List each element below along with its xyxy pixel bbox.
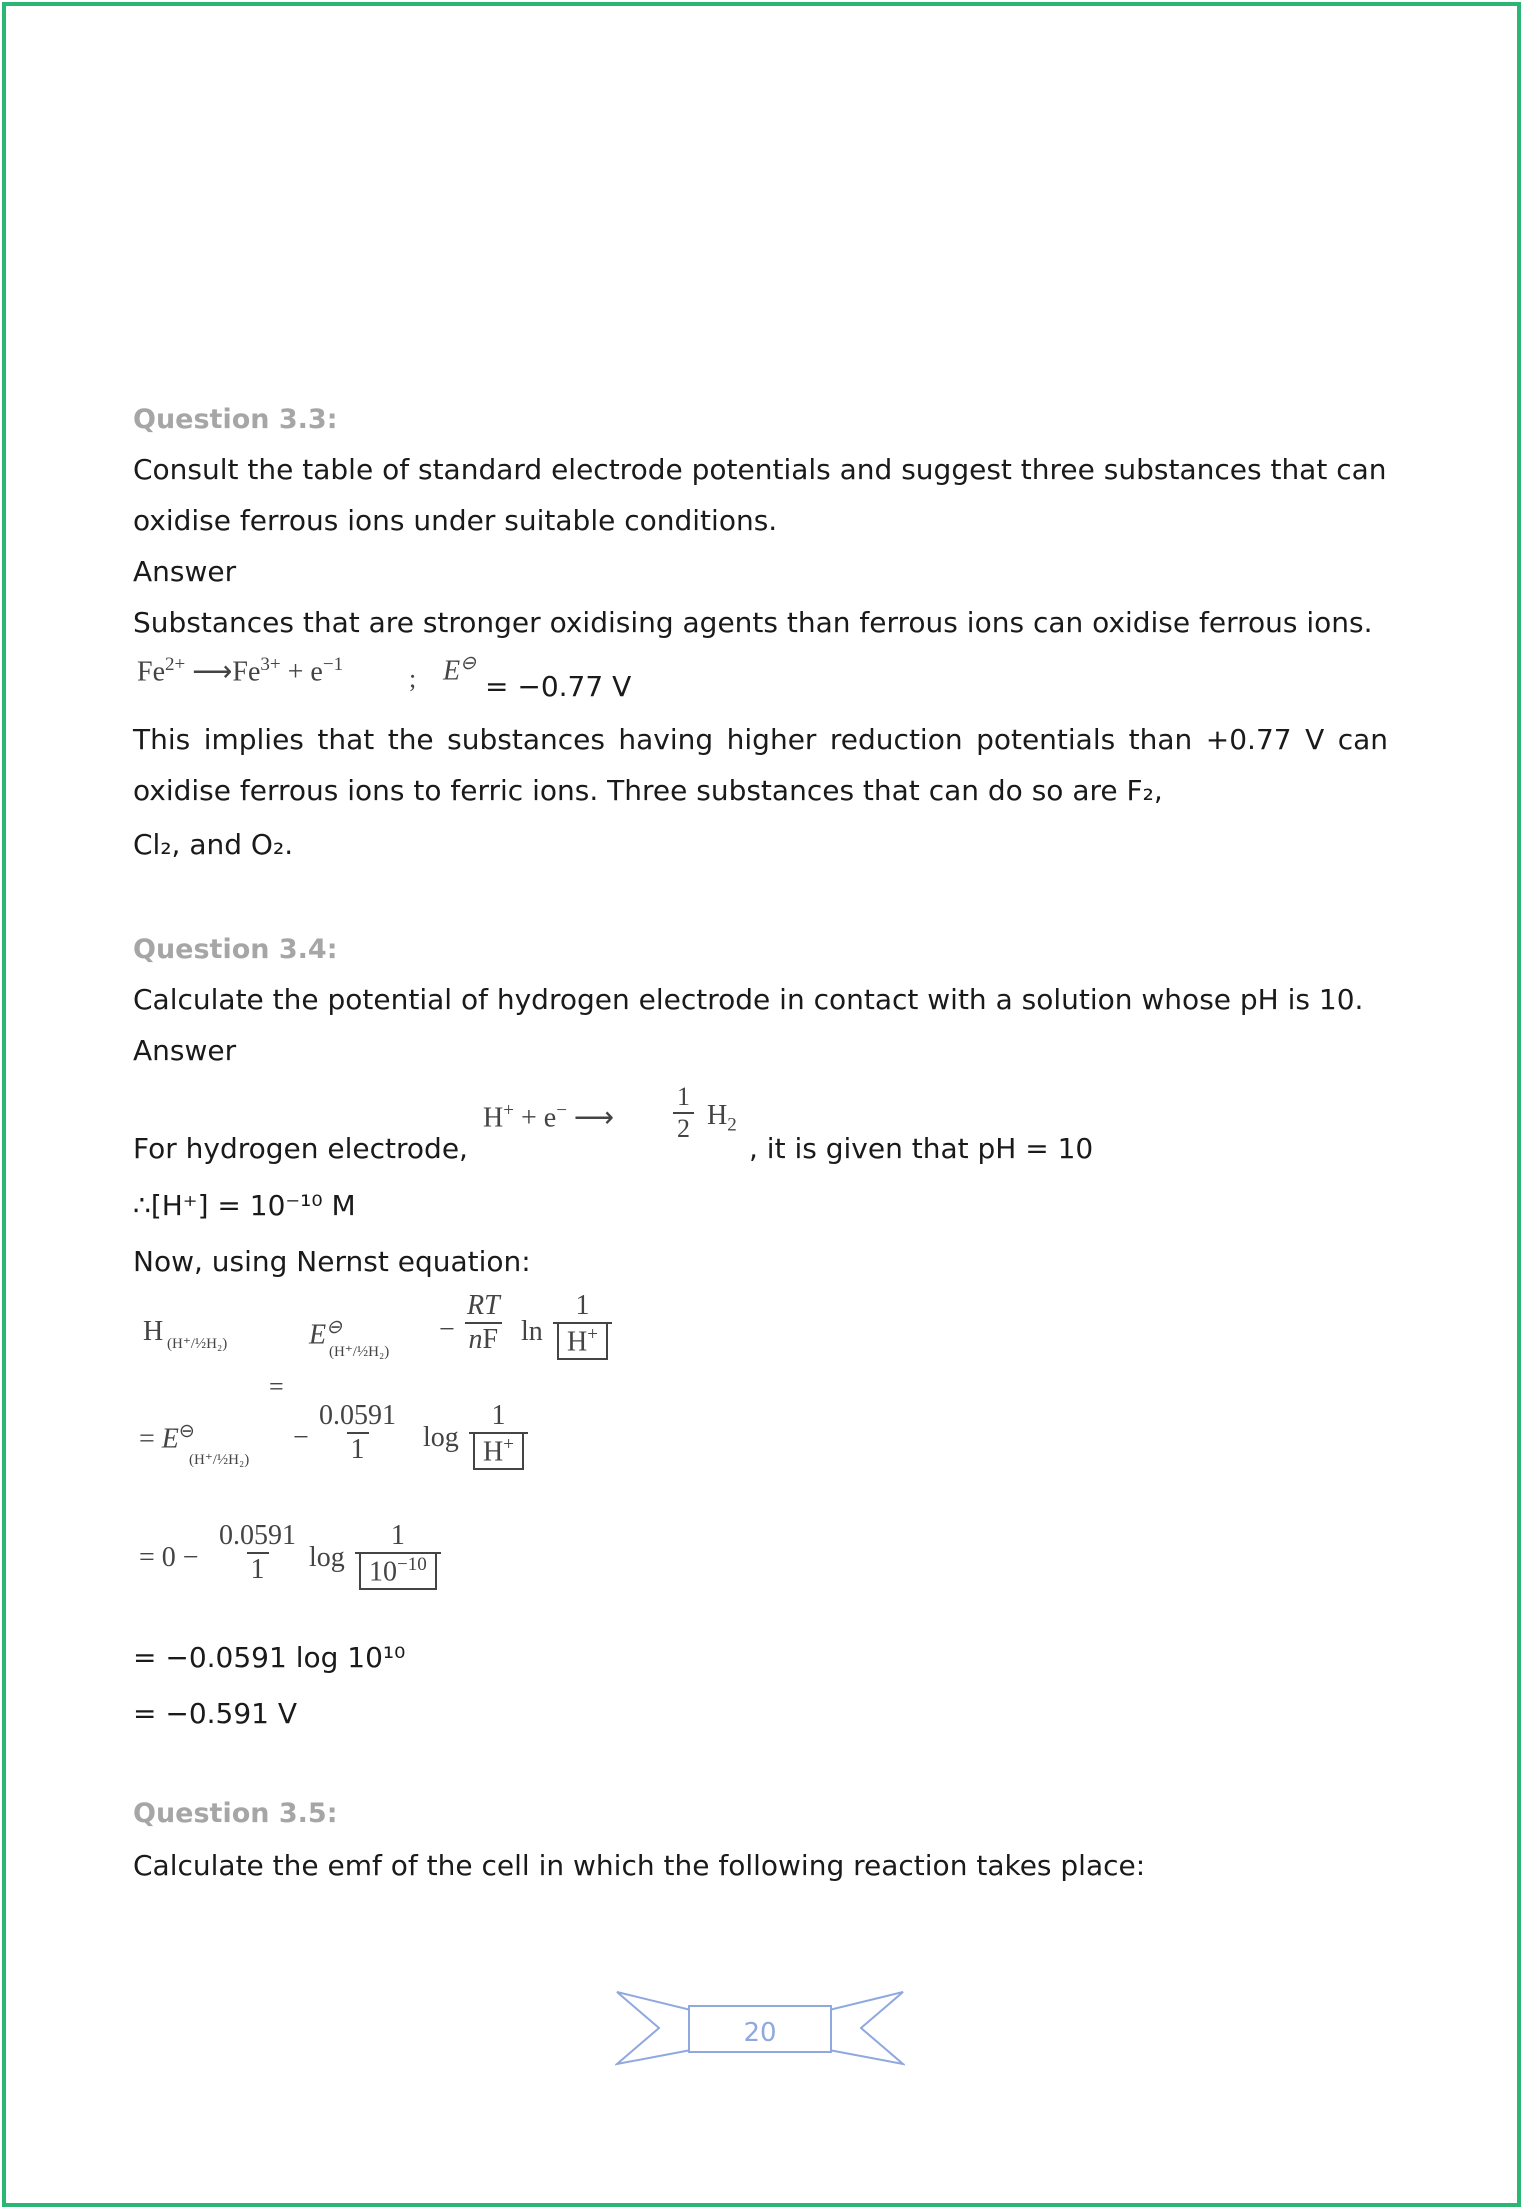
question-text: Calculate the potential of hydrogen electrode in contact with a solution whose pH is 10. bbox=[133, 983, 1364, 1016]
answer-text-line: oxidise ferrous ions to ferric ions. Three substances that can do so are F₂, bbox=[133, 774, 1163, 807]
one-over-concentration: $\frac{1}{10^{-10}}$ bbox=[355, 1520, 441, 1590]
ln-symbol: ln bbox=[521, 1316, 543, 1347]
question-3-3-body bbox=[133, 444, 1388, 648]
equals-e: = E⊖ bbox=[139, 1421, 195, 1455]
for-text: For hydrogen electrode, bbox=[133, 1132, 468, 1165]
question-title: Question 3.4: bbox=[133, 934, 338, 965]
result-text: = −0.591 V bbox=[133, 1697, 298, 1730]
page-number: 20 bbox=[743, 2018, 777, 2048]
answer-text-line: This implies that the substances having higher reduction potentials than +0.77 V can bbox=[133, 723, 1388, 756]
answer-label: Answer bbox=[133, 555, 237, 588]
answer-label: Answer bbox=[133, 1034, 237, 1067]
subscript-couple: (H⁺/½H₂) bbox=[329, 1344, 390, 1360]
question-text-line: oxidise ferrous ions under suitable conditions. bbox=[133, 504, 778, 537]
answer-text-line: Cl₂, and O₂. bbox=[133, 828, 294, 861]
e-standard-symbol: E⊖ bbox=[443, 653, 477, 687]
one-over-h-conc: $\frac{1}{H^+}$ bbox=[469, 1400, 528, 1470]
concentration-text: ∴[H⁺] = 10⁻¹⁰ M bbox=[133, 1189, 356, 1222]
nernst-result bbox=[133, 1632, 1388, 1739]
question-3-5-body bbox=[133, 1840, 1388, 1891]
minus-sign: − bbox=[439, 1314, 455, 1345]
nernst-intro: Now, using Nernst equation: bbox=[133, 1245, 531, 1278]
hydrogen-half-reaction: H+ + e− ⟶ bbox=[483, 1100, 615, 1134]
equals-sign: = bbox=[269, 1372, 284, 1401]
subscript-couple: (H⁺/½H₂) bbox=[167, 1336, 228, 1352]
fe-equation-image: $Fe^{2+}$ $⟶Fe^{3+} + e^{-1}$ bbox=[137, 654, 344, 688]
question-3-4 bbox=[133, 932, 1388, 968]
h2-symbol: $H_2$ bbox=[707, 1100, 737, 1136]
answer-text: Substances that are stronger oxidising agents than ferrous ions can oxidise ferrous ions. bbox=[133, 606, 1373, 639]
question-title: Question 3.5: bbox=[133, 1798, 338, 1829]
page-number-ribbon bbox=[615, 1988, 905, 2068]
equals-zero: = 0 − bbox=[139, 1542, 199, 1573]
question-3-5 bbox=[133, 1796, 1388, 1832]
question-text-line: Consult the table of standard electrode potentials and suggest three substances that can bbox=[133, 453, 1387, 486]
log-symbol: log bbox=[423, 1422, 459, 1453]
subscript-couple: (H⁺/½H₂) bbox=[189, 1452, 250, 1468]
hydrogen-electrode-line bbox=[133, 1080, 1388, 1170]
coefficient-fraction: $\frac{0.0591}{1}$ bbox=[319, 1400, 396, 1465]
question-text: Calculate the emf of the cell in which the following reaction takes place: bbox=[133, 1849, 1146, 1882]
e-standard-symbol: E⊖ bbox=[309, 1317, 343, 1351]
rt-over-nf: $\frac{RT}{nF}$ bbox=[463, 1290, 504, 1356]
equation-value: = −0.77 V bbox=[485, 670, 632, 703]
given-text: , it is given that pH = 10 bbox=[749, 1132, 1094, 1165]
minus-sign: − bbox=[293, 1422, 309, 1453]
separator: ; bbox=[409, 664, 417, 693]
h-symbol: H bbox=[143, 1316, 164, 1347]
fe-equation bbox=[133, 650, 1388, 703]
nernst-equation-step-2 bbox=[133, 1400, 1388, 1500]
step-text: = −0.0591 log 10¹⁰ bbox=[133, 1641, 406, 1674]
log-symbol: log bbox=[309, 1542, 345, 1573]
one-over-h-conc: $\frac{1}{H^+}$ bbox=[553, 1290, 612, 1360]
one-half-fraction: $\frac{1}{2}$ bbox=[673, 1082, 694, 1144]
question-3-4-body bbox=[133, 974, 1388, 1076]
coefficient-fraction: $\frac{0.0591}{1}$ bbox=[219, 1520, 296, 1585]
question-title: Question 3.3: bbox=[133, 404, 338, 435]
concentration-block bbox=[133, 1180, 1388, 1287]
nernst-equation-step-1 bbox=[133, 1290, 1388, 1400]
nernst-equation-step-3 bbox=[133, 1520, 1388, 1620]
question-3-3 bbox=[133, 402, 1388, 438]
question-3-3-answer bbox=[133, 714, 1388, 870]
